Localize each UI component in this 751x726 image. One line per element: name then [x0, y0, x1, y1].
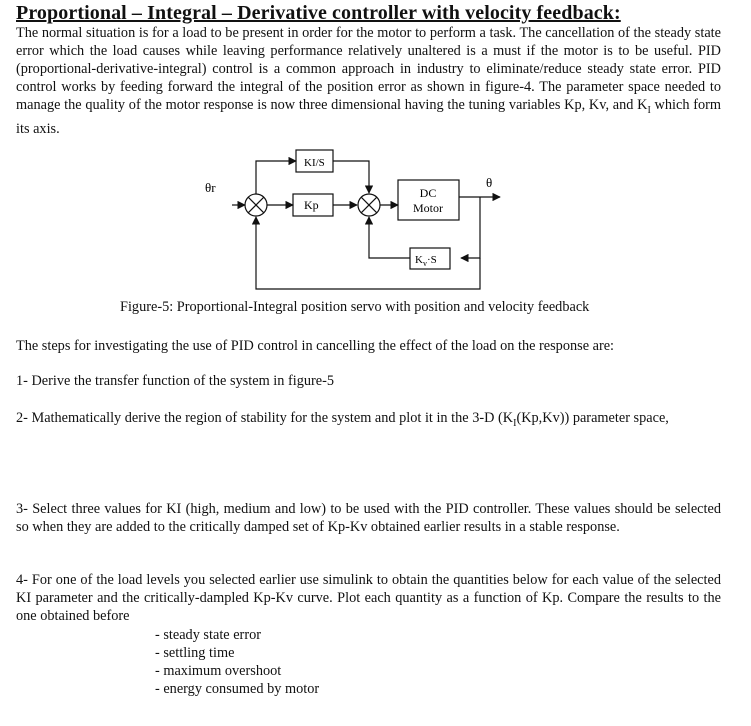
quantity-list — [155, 626, 319, 698]
kv-to-sum — [369, 217, 410, 258]
intro-paragraph: The normal situation is for a load to be present in order for the motor to perform a task. The cancellation of the steady state error which the load causes while leaving performance relatively unaltered is a must if the motor is to be useful. PID (proportional-derivative-integral) control is a common approach in industry to eliminate/reduce steady state error. PID control works by feeding forward the integral of the position error as shown in figure-4. The parameter space needed to manage the quality of the motor response is now three dimensional having the tuning variables Kp, Kv, and $K_I$ which form its axis. — [16, 25, 721, 137]
summing-junction-1 — [245, 194, 267, 216]
summing-junction-2 — [358, 194, 380, 216]
steps-intro: The steps for investigating the use of PID control in cancelling the effect of the load on the response are: — [16, 338, 615, 354]
kp-block-label: Kp — [304, 198, 319, 212]
ki-block-label: KI/S — [304, 157, 325, 169]
motor-label-line2: Motor — [413, 201, 443, 215]
block-diagram — [0, 0, 751, 300]
kv-block-label: $K_v\cdot S$ — [415, 254, 437, 268]
figure-caption: Figure-5: Proportional-Integral position servo with position and velocity feedback — [120, 299, 590, 315]
ki-to-sum — [333, 161, 369, 193]
position-feedback — [256, 217, 480, 289]
step-2: 2- Mathematically derive the region of stability for the system and plot it in the 3-D $(K_I(Kp,Kv))$ parameter space, — [16, 410, 669, 429]
section-title: Proportional – Integral – Derivative controller with velocity feedback: — [16, 2, 621, 24]
step-1: 1- Derive the transfer function of the system in figure-5 — [16, 373, 335, 389]
step-3: 3- Select three values for KI (high, medium and low) to be used with the PID controller. These values should be selected so when they are added to the critically damped set of Kp-Kv obtained earlier results in a stable response. — [16, 501, 721, 535]
error-to-ki — [256, 161, 296, 194]
velocity-tap — [461, 197, 480, 258]
output-label: θ — [486, 175, 493, 190]
step-4: 4- For one of the load levels you selected earlier use simulink to obtain the quantities below for each value of the selected KI parameter and the critically-dampled Kp-Kv curve. Plot each quantity as a function of Kp. Compare the results to the one obtained before — [16, 572, 721, 624]
list-item: - settling time — [155, 645, 235, 661]
list-item: - maximum overshoot — [155, 663, 282, 679]
list-item: - steady state error — [155, 627, 261, 643]
list-item: - energy consumed by motor — [155, 681, 320, 697]
motor-label-line1: DC — [419, 186, 437, 200]
input-label: θr — [205, 180, 216, 195]
